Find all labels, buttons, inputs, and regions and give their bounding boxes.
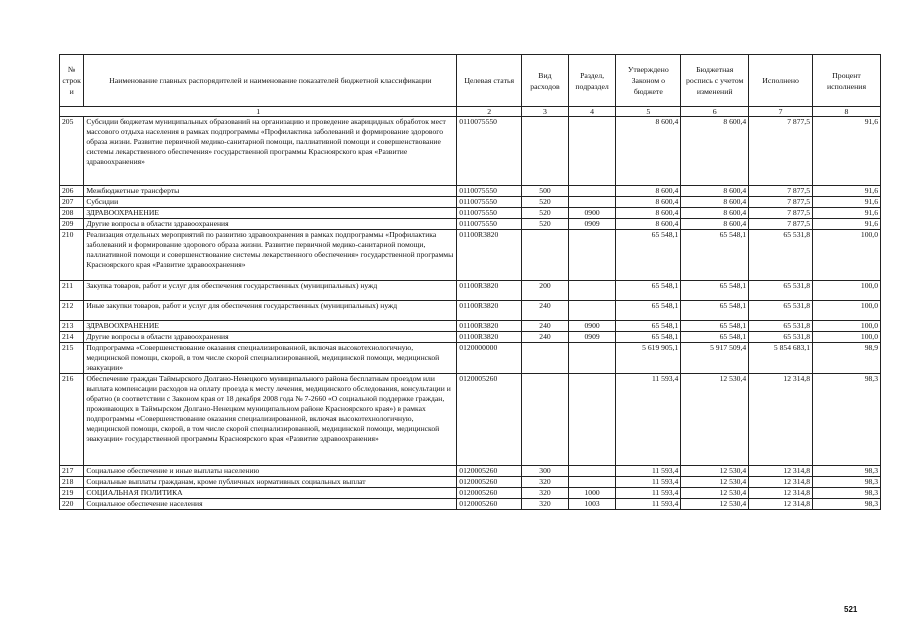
approved-cell: 8 600,4 [616, 208, 681, 219]
column-number: 2 [457, 107, 522, 117]
table-row [60, 321, 881, 332]
row-name-cell: ЗДРАВООХРАНЕНИЕ [84, 208, 457, 219]
column-number: 4 [568, 107, 616, 117]
row-name-cell: Межбюджетные трансферты [84, 186, 457, 197]
percent-cell: 98,3 [813, 477, 881, 488]
approved-cell: 65 548,1 [616, 301, 681, 321]
header-executed: Исполнено [749, 55, 813, 107]
percent-cell: 91,6 [813, 117, 881, 186]
row-name-cell: Закупка товаров, работ и услуг для обеспечения государственных (муниципальных) нужд [84, 281, 457, 301]
executed-cell: 65 531,8 [749, 321, 813, 332]
header-expense-type: Вид расходов [522, 55, 569, 107]
row-number-cell: 205 [60, 117, 84, 186]
budget-schedule-cell: 8 600,4 [681, 186, 749, 197]
executed-cell: 7 877,5 [749, 219, 813, 230]
expense-type-cell: 240 [522, 321, 569, 332]
table-row [60, 117, 881, 186]
approved-cell: 11 593,4 [616, 477, 681, 488]
row-number-cell: 206 [60, 186, 84, 197]
percent-cell: 98,3 [813, 374, 881, 466]
row-name-cell: Другие вопросы в области здравоохранения [84, 219, 457, 230]
header-percent: Процент исполнения [813, 55, 881, 107]
target-article-cell: 0110075550 [457, 197, 522, 208]
expense-type-cell [522, 117, 569, 186]
approved-cell: 8 600,4 [616, 197, 681, 208]
section-cell [568, 197, 616, 208]
row-number-cell: 207 [60, 197, 84, 208]
table-body [60, 117, 881, 510]
table-row [60, 281, 881, 301]
approved-cell: 65 548,1 [616, 230, 681, 281]
header-section: Раздел, подраздел [568, 55, 616, 107]
section-cell: 1000 [568, 488, 616, 499]
executed-cell: 7 877,5 [749, 197, 813, 208]
expense-type-cell: 320 [522, 488, 569, 499]
executed-cell: 65 531,8 [749, 230, 813, 281]
percent-cell: 98,3 [813, 499, 881, 510]
row-number-cell: 209 [60, 219, 84, 230]
percent-cell: 98,3 [813, 466, 881, 477]
budget-schedule-cell: 65 548,1 [681, 321, 749, 332]
column-number: 6 [681, 107, 749, 117]
expense-type-cell: 320 [522, 477, 569, 488]
budget-schedule-cell: 12 530,4 [681, 477, 749, 488]
percent-cell: 100,0 [813, 301, 881, 321]
table-row [60, 230, 881, 281]
row-name-cell: Иные закупки товаров, работ и услуг для обеспечения государственных (муниципальных) нужд [84, 301, 457, 321]
table-header-row [60, 55, 881, 107]
section-cell: 0909 [568, 219, 616, 230]
row-number-cell: 215 [60, 343, 84, 374]
row-number-cell: 213 [60, 321, 84, 332]
expense-type-cell: 320 [522, 499, 569, 510]
approved-cell: 65 548,1 [616, 281, 681, 301]
executed-cell: 5 854 683,1 [749, 343, 813, 374]
table-row [60, 332, 881, 343]
target-article-cell: 0110075550 [457, 117, 522, 186]
expense-type-cell: 500 [522, 186, 569, 197]
expense-type-cell [522, 343, 569, 374]
section-cell [568, 343, 616, 374]
budget-schedule-cell: 8 600,4 [681, 117, 749, 186]
budget-schedule-cell: 65 548,1 [681, 301, 749, 321]
column-number: 3 [522, 107, 569, 117]
percent-cell: 91,6 [813, 197, 881, 208]
executed-cell: 7 877,5 [749, 186, 813, 197]
expense-type-cell: 520 [522, 219, 569, 230]
section-cell [568, 230, 616, 281]
budget-schedule-cell: 65 548,1 [681, 281, 749, 301]
table-row [60, 466, 881, 477]
target-article-cell: 0120005260 [457, 374, 522, 466]
row-name-cell: СОЦИАЛЬНАЯ ПОЛИТИКА [84, 488, 457, 499]
section-cell: 1003 [568, 499, 616, 510]
table-row [60, 343, 881, 374]
executed-cell: 12 314,8 [749, 499, 813, 510]
row-name-cell: Обеспечение граждан Таймырского Долгано-Ненецкого муниципального района бесплатным проездом или выплата компенсации расходов на оплату проезда к месту лечения, медицинского обследования, консультации и обратно (в соответствии с Законом края от 18 декабря 2008 года № 7-2660 «О социальной поддержке граждан, проживающих в Таймырском Долгано-Ненецком муниципальном районе Красноярского края») в рамках подпрограммы «Совершенствование оказания специализированной, включая высокотехнологичную, медицинской помощи, скорой, в том числе скорой специализированной, медицинской помощи, медицинской эвакуации» государственной программы Красноярского края «Развитие здравоохранения» [84, 374, 457, 466]
row-name-cell: Другие вопросы в области здравоохранения [84, 332, 457, 343]
header-target-article: Целевая статья [457, 55, 522, 107]
target-article-cell: 0110075550 [457, 219, 522, 230]
header-approved: Утверждено Законом о бюджете [616, 55, 681, 107]
percent-cell: 91,6 [813, 186, 881, 197]
percent-cell: 100,0 [813, 281, 881, 301]
section-cell [568, 466, 616, 477]
row-name-cell: ЗДРАВООХРАНЕНИЕ [84, 321, 457, 332]
budget-schedule-cell: 12 530,4 [681, 374, 749, 466]
row-number-cell: 211 [60, 281, 84, 301]
section-cell [568, 374, 616, 466]
row-number-cell: 220 [60, 499, 84, 510]
executed-cell: 12 314,8 [749, 477, 813, 488]
section-cell [568, 281, 616, 301]
row-number-cell: 214 [60, 332, 84, 343]
percent-cell: 98,3 [813, 488, 881, 499]
section-cell [568, 186, 616, 197]
section-cell [568, 477, 616, 488]
expense-type-cell: 520 [522, 208, 569, 219]
row-name-cell: Субсидии [84, 197, 457, 208]
approved-cell: 8 600,4 [616, 117, 681, 186]
target-article-cell: 0120005260 [457, 466, 522, 477]
expense-type-cell: 240 [522, 332, 569, 343]
target-article-cell: 01100R3820 [457, 321, 522, 332]
approved-cell: 11 593,4 [616, 499, 681, 510]
row-name-cell: Подпрограмма «Совершенствование оказания специализированной, включая высокотехнологичную, медицинской помощи, скорой, в том числе скорой специализированной, медицинской помощи, медицинской эвакуации» [84, 343, 457, 374]
budget-schedule-cell: 12 530,4 [681, 466, 749, 477]
row-name-cell: Социальные выплаты гражданам, кроме публичных нормативных социальных выплат [84, 477, 457, 488]
executed-cell: 12 314,8 [749, 374, 813, 466]
column-number: 8 [813, 107, 881, 117]
section-cell: 0909 [568, 332, 616, 343]
target-article-cell: 0120005260 [457, 499, 522, 510]
approved-cell: 65 548,1 [616, 332, 681, 343]
row-number-cell: 219 [60, 488, 84, 499]
executed-cell: 12 314,8 [749, 466, 813, 477]
row-name-cell: Реализация отдельных мероприятий по развитию здравоохранения в рамках подпрограммы «Профилактика заболеваний и формирование здорового образа жизни. Развитие первичной медико-санитарной помощи, паллиативной помощи и совершенствование системы лекарственного обеспечения» государственной программы Красноярского края «Развитие здравоохранения» [84, 230, 457, 281]
table-row [60, 208, 881, 219]
target-article-cell: 01100R3820 [457, 332, 522, 343]
percent-cell: 100,0 [813, 321, 881, 332]
approved-cell: 11 593,4 [616, 466, 681, 477]
target-article-cell: 0120000000 [457, 343, 522, 374]
header-row-number: № строки [60, 55, 84, 107]
column-number: 1 [60, 107, 457, 117]
row-number-cell: 210 [60, 230, 84, 281]
row-number-cell: 208 [60, 208, 84, 219]
expense-type-cell: 520 [522, 197, 569, 208]
table-row [60, 488, 881, 499]
approved-cell: 65 548,1 [616, 321, 681, 332]
budget-schedule-cell: 8 600,4 [681, 197, 749, 208]
budget-schedule-cell: 8 600,4 [681, 208, 749, 219]
executed-cell: 7 877,5 [749, 208, 813, 219]
table-row [60, 186, 881, 197]
percent-cell: 100,0 [813, 230, 881, 281]
row-number-cell: 212 [60, 301, 84, 321]
executed-cell: 7 877,5 [749, 117, 813, 186]
column-number: 5 [616, 107, 681, 117]
approved-cell: 8 600,4 [616, 219, 681, 230]
target-article-cell: 01100R3820 [457, 230, 522, 281]
budget-execution-table [59, 54, 881, 510]
approved-cell: 11 593,4 [616, 488, 681, 499]
budget-schedule-cell: 65 548,1 [681, 230, 749, 281]
header-budget-schedule: Бюджетная роспись с учетом изменений [681, 55, 749, 107]
budget-schedule-cell: 5 917 509,4 [681, 343, 749, 374]
expense-type-cell: 200 [522, 281, 569, 301]
executed-cell: 12 314,8 [749, 488, 813, 499]
expense-type-cell [522, 374, 569, 466]
page-number: 521 [844, 605, 858, 614]
percent-cell: 91,6 [813, 208, 881, 219]
table-row [60, 499, 881, 510]
row-name-cell: Субсидии бюджетам муниципальных образований на организацию и проведение акарицидных обработок мест массового отдыха населения в рамках подпрограммы «Профилактика заболеваний и формирование здорового образа жизни. Развитие первичной медико-санитарной помощи, паллиативной помощи и совершенствование системы лекарственного обеспечения» государственной программы Красноярского края «Развитие здравоохранения» [84, 117, 457, 186]
row-number-cell: 217 [60, 466, 84, 477]
approved-cell: 11 593,4 [616, 374, 681, 466]
executed-cell: 65 531,8 [749, 301, 813, 321]
target-article-cell: 0110075550 [457, 208, 522, 219]
header-name: Наименование главных распорядителей и наименование показателей бюджетной классификации [84, 55, 457, 107]
column-number-row [60, 107, 881, 117]
executed-cell: 65 531,8 [749, 281, 813, 301]
target-article-cell: 0120005260 [457, 488, 522, 499]
target-article-cell: 0120005260 [457, 477, 522, 488]
expense-type-cell: 300 [522, 466, 569, 477]
table-row [60, 197, 881, 208]
percent-cell: 100,0 [813, 332, 881, 343]
budget-schedule-cell: 8 600,4 [681, 219, 749, 230]
table-row [60, 219, 881, 230]
target-article-cell: 0110075550 [457, 186, 522, 197]
row-number-cell: 216 [60, 374, 84, 466]
column-number: 7 [749, 107, 813, 117]
row-number-cell: 218 [60, 477, 84, 488]
table-row [60, 477, 881, 488]
approved-cell: 5 619 905,1 [616, 343, 681, 374]
section-cell: 0900 [568, 321, 616, 332]
executed-cell: 65 531,8 [749, 332, 813, 343]
section-cell: 0900 [568, 208, 616, 219]
target-article-cell: 01100R3820 [457, 301, 522, 321]
percent-cell: 91,6 [813, 219, 881, 230]
row-name-cell: Социальное обеспечение населения [84, 499, 457, 510]
expense-type-cell [522, 230, 569, 281]
section-cell [568, 117, 616, 186]
row-name-cell: Социальное обеспечение и иные выплаты населению [84, 466, 457, 477]
budget-schedule-cell: 65 548,1 [681, 332, 749, 343]
table-row [60, 374, 881, 466]
approved-cell: 8 600,4 [616, 186, 681, 197]
budget-schedule-cell: 12 530,4 [681, 499, 749, 510]
section-cell [568, 301, 616, 321]
target-article-cell: 01100R3820 [457, 281, 522, 301]
expense-type-cell: 240 [522, 301, 569, 321]
budget-schedule-cell: 12 530,4 [681, 488, 749, 499]
percent-cell: 98,9 [813, 343, 881, 374]
table-row [60, 301, 881, 321]
